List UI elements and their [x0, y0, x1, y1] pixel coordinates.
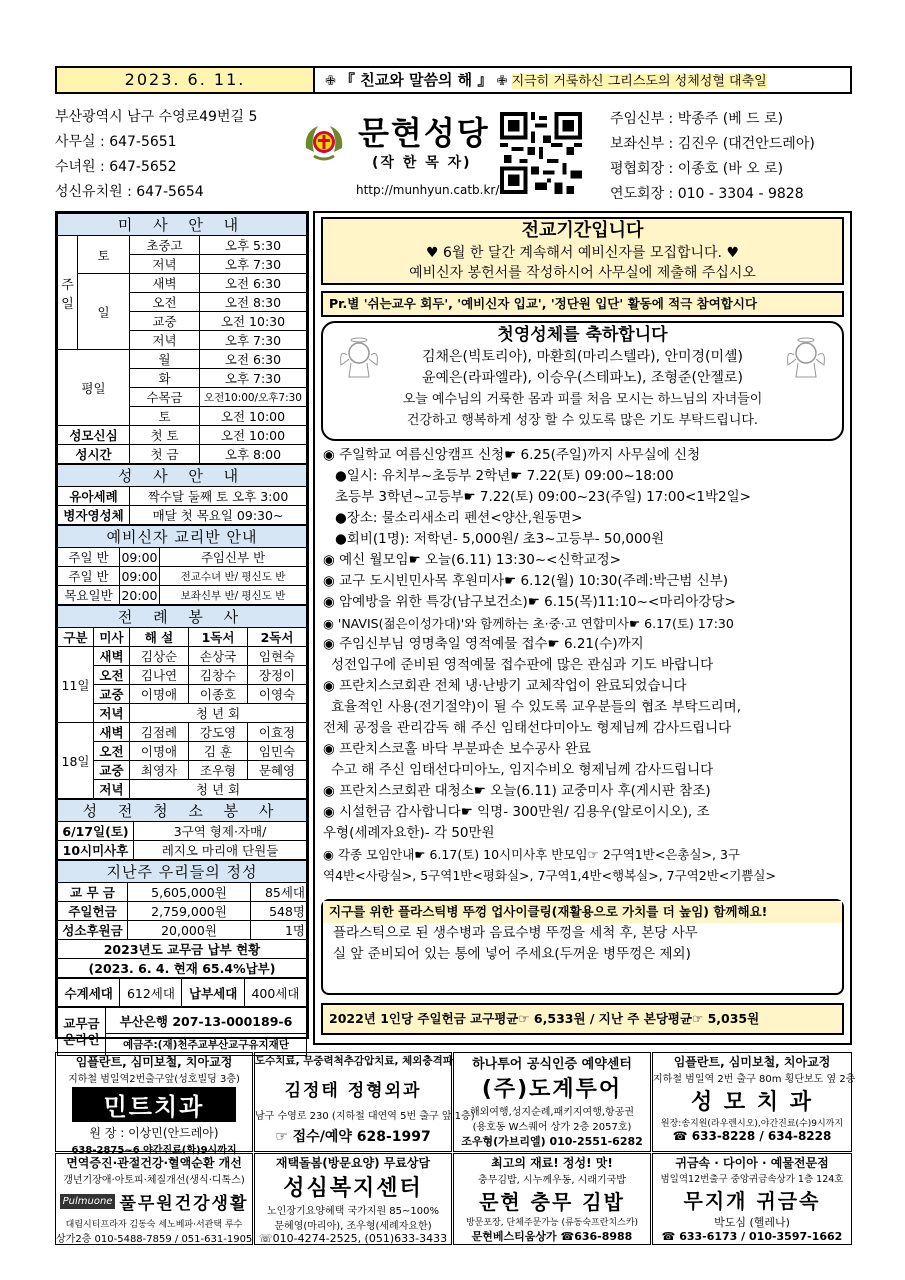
mass-schedule-title: 미 사 안 내	[58, 214, 307, 236]
ad-line: 남구 수영로 230 (지하철 대연역 5번 출구 앞 1층)	[255, 1111, 475, 1122]
sacrament-title: 성 사 안 내	[58, 465, 307, 487]
ad-line: 원 장 : 이상민(안드레아)	[89, 1126, 219, 1140]
ad-name: 무지개 귀금속	[683, 1189, 821, 1213]
devotion-label: 성모신심	[58, 426, 130, 445]
mass-time: 오전 8:30	[200, 293, 307, 312]
plastic-recycling-box	[321, 899, 844, 995]
paid-value: 400세대	[244, 979, 306, 1007]
server-name: 이종호	[189, 685, 248, 704]
sunday-label: 주일	[58, 236, 78, 350]
right-column	[313, 211, 852, 1045]
notice-item: ◉ 주임신부님 영명축일 영적예물 접수☛ 6.21(수)까지	[323, 636, 644, 652]
ad-line: 임플란트, 심미보철, 치아교정	[75, 1055, 233, 1069]
ad-rainbow-jewelry[interactable]	[652, 1153, 852, 1245]
cleaning-who: 3구역 형제·자매/	[134, 822, 307, 841]
devotion-day: 첫 토	[130, 426, 200, 445]
server-name: 최영자	[130, 761, 189, 780]
server-name: 김점례	[130, 723, 189, 742]
account-holder: 예금주:(재)천주교부산교구유지재단	[106, 1034, 307, 1056]
holy-hour-time: 오후 8:00	[200, 445, 307, 464]
server-mass: 오전	[94, 666, 130, 685]
first-communion-title: 첫영성체를 축하합니다	[497, 325, 668, 345]
ad-chungmu-gimbap[interactable]	[453, 1153, 651, 1245]
cross-icon: ✙	[496, 74, 508, 89]
offering-table	[57, 860, 307, 978]
notice-detail: ●일시: 유치부~초등부 2학년☛ 7.22(토) 09:00~18:00	[335, 468, 674, 484]
ad-line: ☎ 633-8228 / 634-8228	[672, 1129, 832, 1143]
class-time: 20:00	[121, 587, 158, 603]
ad-line: 최고의 재료! 정성! 맛!	[491, 1156, 613, 1170]
weekday-label: 평일	[58, 350, 130, 426]
plastic-text: 플라스틱으로 된 생수병과 음료수병 뚜껑을 세척 후, 본당 사무	[333, 925, 698, 941]
offering-amount: 5,605,000원	[128, 883, 251, 902]
parish-name: 문현성당	[358, 114, 490, 152]
ad-line: 방문포장, 단체주문가능 (류동숙프란치스카)	[465, 1218, 639, 1228]
ad-line: (용호동 W스퀘어 상가 2층 2057호)	[472, 1122, 632, 1133]
notice-item: ◉ 각종 모임안내☛ 6.17(토) 10시미사후 반모임☞ 2구역1반<은총실>, 3구	[323, 847, 740, 862]
col-header: 해 설	[130, 628, 189, 647]
ad-line: 하나투어 공식인증 예약센터	[472, 1057, 632, 1072]
class-time: 09:00	[121, 568, 158, 584]
ad-line: 상가2층 010-5488-7859 / 051-631-1905	[56, 1234, 253, 1245]
ad-line: 지하철 범일역 2번 출구 80m 횡단보도 옆 2층	[653, 1074, 856, 1085]
class-teacher: 주임신부 반	[160, 548, 307, 567]
ad-line: 재택돌봄(방문요양) 무료상담	[275, 1156, 431, 1170]
ad-line: 범일역12번출구 중앙귀금속상가 1층 124호	[660, 1174, 844, 1185]
offering-count: 548명	[251, 902, 307, 921]
ad-line: 갱년기장애·아토피·체질개선(생식·디톡스)	[63, 1175, 245, 1186]
mass-time: 오전 6:30	[200, 274, 307, 293]
notice-item: ◉ 주일학교 여름신앙캠프 신청☛ 6.25(주일)까지 사무실에 신청	[323, 447, 701, 463]
pulmuone-logo-icon: Pulmuone	[60, 1194, 116, 1209]
cleaning-table	[57, 799, 307, 860]
mass-schedule-table	[57, 213, 307, 464]
server-name: 임민숙	[248, 742, 307, 761]
sick-communion-label: 병자영성체	[58, 506, 130, 525]
mission-title: 전교기간입니다	[521, 220, 644, 241]
notice-detail: 역4반<사랑실>, 5구역1반<평화실>, 7구역1,4반<행복실>, 7구역2반<기쁨실>	[323, 868, 776, 883]
mass-time: 오후 7:30	[200, 369, 307, 388]
angel-icon	[784, 335, 828, 382]
mass-slot: 새벽	[130, 274, 200, 293]
kindergarten-phone: 성신유치원 : 647-5654	[55, 184, 204, 200]
sunday-day-label: 일	[78, 274, 130, 350]
server-name: 조우형	[189, 761, 248, 780]
ad-line: 노인장기요양혜택 국가지원 85~100%	[267, 1206, 439, 1217]
online-label-1: 교무금	[63, 1015, 100, 1031]
server-date: 18일	[58, 723, 94, 799]
notice-item: ◉ 프란치스코회관 대청소☛ 오늘(6.11) 교중미사 후(게시판 참조)	[323, 783, 711, 799]
notice-detail: 효율적인 사용(전기절약)이 될 수 있도록 교우분들의 협조 부탁드리며,	[331, 699, 742, 715]
bank-account: 부산은행 207-13-000189-6	[106, 1008, 307, 1034]
class-label: 주일 반	[58, 548, 120, 567]
theme-text: 『 친교와 말씀의 해 』	[340, 71, 493, 89]
cleaning-time: 10시미사후	[58, 841, 134, 860]
offering-count: 1명	[251, 921, 307, 940]
online-label	[58, 1008, 106, 1056]
ad-pulmuone-title	[56, 1189, 252, 1214]
server-mass: 교중	[94, 685, 130, 704]
offering-amount: 20,000원	[128, 921, 251, 940]
online-label-2: 온라인	[63, 1031, 100, 1047]
mission-line: 예비신자 봉헌서를 작성하시어 사무실에 제출해 주십시오	[409, 265, 756, 281]
pastor: 주임신부 : 박종주 (베 드 로)	[610, 111, 784, 127]
qr-code-icon[interactable]	[500, 112, 582, 194]
first-communion-box	[321, 321, 844, 441]
server-name: 이명애	[130, 742, 189, 761]
pr-notice: Pr.별 '쉬는교우 회두', '예비신자 입교', '정단원 입단' 활동에 적극 참여합시다	[321, 291, 844, 317]
server-mass: 저녁	[94, 780, 130, 799]
convent-phone: 수녀원 : 647-5652	[55, 159, 177, 175]
year-theme	[317, 68, 850, 92]
ad-name: 민트치과	[72, 1087, 236, 1122]
dues-status-title: 2023년도 교무금 납부 현황	[58, 940, 307, 959]
class-teacher: 전교수녀 반/ 평신도 반	[160, 567, 307, 586]
households-table	[57, 978, 307, 1007]
server-name: 강도영	[189, 723, 248, 742]
notice-item: ◉ 프란치스코홀 바닥 부분파손 보수공사 완료	[323, 741, 591, 757]
mass-time: 오전 6:30	[200, 350, 307, 369]
ad-line: 대림시티프라자 김동숙 세노베파·서관택 루수	[65, 1220, 243, 1230]
address: 부산광역시 남구 수영로49번길 5	[55, 109, 258, 125]
server-mass: 오전	[94, 742, 130, 761]
col-header: 1독서	[189, 628, 248, 647]
mass-slot: 저녁	[130, 331, 200, 350]
mass-slot: 화	[130, 369, 200, 388]
offering-count: 85세대	[251, 883, 307, 902]
ad-line: ☞ 접수/예약 628-1997	[275, 1129, 431, 1145]
council-president: 평협회장 : 이종호 (바 오 로)	[610, 161, 784, 177]
ad-line: 문혜영(마리아), 조우형(세례자요한)	[274, 1221, 432, 1232]
mass-time: 오전 10:00	[200, 407, 307, 426]
first-communion-names: 윤예은(라파엘라), 이승우(스테파노), 조형준(안젤로)	[421, 370, 744, 386]
mass-slot: 저녁	[130, 255, 200, 274]
mass-time: 오후 7:30	[200, 255, 307, 274]
plastic-text: 실 앞 준비되어 있는 통에 넣어 주세요(두꺼운 병뚜껑은 제외)	[333, 946, 691, 962]
ad-line: 귀금속 · 다이아 · 예물전문점	[675, 1156, 829, 1170]
notice-detail: 성전입구에 준비된 영적예물 접수판에 많은 관심과 기도 바랍니다	[331, 657, 714, 673]
server-mass: 저녁	[94, 704, 130, 723]
ad-line: 638-2875~6 야간진료(화)9시까지	[71, 1145, 237, 1156]
notice-detail: ●회비(1명): 저학년- 5,000원/ 초3~고등부- 50,000원	[335, 531, 665, 547]
mass-slot: 수목금	[130, 388, 200, 407]
ad-line: 지하철 범일역2번출구앞(성호빌딩 3층)	[68, 1074, 240, 1085]
mass-time: 오후 7:30	[200, 331, 307, 350]
online-table	[57, 1007, 307, 1056]
infant-baptism-label: 유아세례	[58, 487, 130, 506]
sick-communion-time: 매달 첫 목요일 09:30~	[130, 506, 307, 525]
server-mass: 교중	[94, 761, 130, 780]
mass-slot: 토	[130, 407, 200, 426]
first-communion-names: 김채은(빅토리아), 마환희(마리스텔라), 안미경(미셸)	[421, 349, 744, 365]
mission-box	[321, 217, 844, 285]
notice-item: ◉ 'NAVIS(젊은이성가대)'와 함께하는 초·중·고 연합미사☛ 6.17(토) 17:30	[323, 616, 734, 631]
server-group: 청 년 회	[130, 704, 307, 723]
ad-line: 면역증진·관절건강·혈액순환 개선	[66, 1156, 242, 1170]
server-name: 이명애	[130, 685, 189, 704]
server-name: 김상순	[130, 647, 189, 666]
ad-line: 조우형(가브리엘) 010-2551-6282	[461, 1135, 643, 1148]
paid-label: 납부세대	[182, 979, 244, 1007]
devotion-time: 오전 10:00	[200, 426, 307, 445]
server-name: 김나연	[130, 666, 189, 685]
ad-seongsim-welfare[interactable]	[254, 1153, 452, 1245]
mass-slot: 오전	[130, 293, 200, 312]
ad-line: 문현베스티움상가 ☎636-8988	[471, 1230, 633, 1243]
ad-name: 성심복지센터	[283, 1176, 423, 1201]
server-date: 11일	[58, 647, 94, 723]
cleaning-date: 6/17일(토)	[58, 822, 134, 841]
catechumen-table	[57, 525, 307, 605]
ad-name: 김정태 정형외과	[284, 1081, 422, 1101]
notice-detail: 수고 해 주신 임태선다미아노, 임지수비오 형제님께 감사드립니다	[331, 762, 714, 778]
cleaning-title: 성 전 청 소 봉 사	[58, 800, 307, 822]
server-name: 손상국	[189, 647, 248, 666]
ad-seongmo-dental[interactable]	[652, 1052, 856, 1152]
households-label: 수계세대	[58, 979, 120, 1007]
offering-average: 2022년 1인당 주일헌금 교구평균☞ 6,533원 / 지난 주 본당평균☞ 5,035원	[321, 1003, 844, 1035]
server-mass: 새벽	[94, 647, 130, 666]
offering-title: 지난주 우리들의 정성	[58, 861, 307, 883]
households-value: 612세대	[120, 979, 182, 1007]
first-communion-text: 오늘 예수님의 거룩한 몸과 피를 처음 모시는 하느님의 자녀들이	[402, 392, 763, 407]
col-header: 2독서	[248, 628, 307, 647]
ad-line: ☎ 633-6173 / 010-3597-1662	[661, 1230, 843, 1243]
ad-dogye-tour[interactable]	[453, 1052, 651, 1152]
class-label: 목요일반	[58, 586, 120, 605]
plastic-title: 지구를 위한 플라스틱병 뚜껑 업사이클링(재활용으로 가치를 더 높임) 함께해요!	[323, 901, 842, 923]
server-name: 이영숙	[248, 685, 307, 704]
col-header: 구분	[58, 628, 94, 647]
col-header: 미사	[94, 628, 130, 647]
dues-status-sub: (2023. 6. 4. 현재 65.4%납부)	[58, 959, 307, 978]
server-name: 김 훈	[189, 742, 248, 761]
notice-detail: 우형(세례자요한)- 각 50만원	[323, 825, 495, 841]
ad-mint-dental[interactable]	[55, 1052, 253, 1156]
header-band	[55, 66, 852, 94]
ad-line: 원장:송지원(라우렌시오),야간진료(수)9시까지	[660, 1119, 844, 1129]
catechumen-title: 예비신자 교리반 안내	[58, 526, 307, 548]
ad-name: (주)도계투어	[481, 1077, 623, 1102]
offering-label: 주일헌금	[58, 902, 128, 921]
ad-line: ☏010-4274-2525, (051)633-3433	[258, 1232, 448, 1245]
notice-list	[315, 445, 850, 886]
infant-baptism-time: 짝수달 둘째 토 오후 3:00	[130, 487, 307, 506]
server-group: 청 년 회	[130, 780, 307, 799]
server-mass: 새벽	[94, 723, 130, 742]
notice-detail: 초등부 3학년~고등부☛ 7.22(토) 09:00~23(주일) 17:00<1박2일>	[335, 489, 751, 505]
mass-time: 오전10:00/오후7:30	[200, 388, 307, 407]
ad-line: 해외여행,성지순례,패키지여행,항공권	[469, 1107, 635, 1118]
sacrament-table	[57, 464, 307, 525]
class-teacher: 보좌신부 반/ 평신도 반	[160, 586, 307, 605]
parish-url[interactable]: http://munhyun.catb.kr/	[356, 183, 500, 197]
server-name: 임현숙	[248, 647, 307, 666]
mass-slot: 초중고	[130, 236, 200, 255]
notice-item: ◉ 암예방을 위한 특강(남구보건소)☛ 6.15(목)11:10~<마리아강당>	[323, 594, 736, 610]
youth-president: 연도회장 : 010 - 3304 - 9828	[610, 186, 804, 202]
server-name: 김창수	[189, 666, 248, 685]
cleaning-who: 레지오 마리애 단원들	[134, 841, 307, 860]
mass-slot: 월	[130, 350, 200, 369]
mass-time: 오후 5:30	[200, 236, 307, 255]
ad-name: 성 모 치 과	[691, 1090, 813, 1115]
ad-line: 박도심 (헬레나)	[714, 1216, 790, 1229]
ad-name: 문현 충무 김밥	[479, 1190, 625, 1214]
angel-icon	[337, 335, 381, 382]
cross-icon: ✙	[325, 74, 336, 89]
ad-kim-orthopedics[interactable]	[254, 1052, 475, 1152]
notice-detail: 전체 공정을 관리감독 해 주신 임태선다미아노 형제님께 감사드립니다	[323, 720, 732, 736]
ad-pulmuone[interactable]	[55, 1153, 253, 1245]
left-column	[55, 211, 309, 1052]
mission-line: ♥ 6월 한 달간 계속해서 예비신자를 모집합니다. ♥	[425, 245, 740, 261]
class-label: 주일 반	[58, 567, 120, 586]
mass-slot: 교중	[130, 312, 200, 331]
office-phone: 사무실 : 647-5651	[55, 134, 177, 150]
assistant-pastor: 보좌신부 : 김진우 (대건안드레아)	[610, 136, 815, 152]
server-name: 문혜영	[248, 761, 307, 780]
first-communion-text: 건강하고 행복하게 성장 할 수 있도록 많은 기도 부탁드립니다.	[406, 413, 759, 428]
ad-line: 충무김밥, 시누께우동, 시래기국밥	[478, 1175, 626, 1186]
saturday-label: 토	[78, 236, 130, 274]
mass-time: 오전 10:30	[200, 312, 307, 331]
notice-item: ◉ 예신 월모임☛ 오늘(6.11) 13:30~<신학교정>	[323, 552, 621, 568]
notice-item: ◉ 프란치스코회관 전체 냉·난방기 교체작업이 완료되었습니다	[323, 678, 687, 694]
notice-item: ◉ 시설헌금 감사합니다☛ 익명- 300만원/ 김용우(알로이시오), 조	[323, 804, 710, 820]
offering-label: 교 무 금	[58, 883, 128, 902]
notice-item: ◉ 교구 도시빈민사목 후원미사☛ 6.12(월) 10:30(주례:박근범 신부)	[323, 573, 729, 589]
ad-line: 도수치료, 무중력척추감압치료, 체외충격파	[255, 1055, 453, 1067]
server-name: 장정이	[248, 666, 307, 685]
class-time: 09:00	[121, 549, 158, 565]
holy-hour-day: 첫 금	[130, 445, 200, 464]
holy-hour-label: 성시간	[58, 445, 130, 464]
notice-detail: ●장소: 물소리새소리 펜션<양산,원동면>	[335, 510, 583, 526]
ad-name: 풀무원건강생활	[119, 1194, 249, 1214]
server-name: 이효정	[248, 723, 307, 742]
issue-date: 2023. 6. 11.	[57, 68, 315, 92]
servers-table	[57, 605, 307, 799]
ad-line: 임플란트, 심미보철, 치아교정	[673, 1055, 831, 1069]
offering-amount: 2,759,000원	[128, 902, 251, 921]
parish-patron: (작 한 목 자)	[372, 155, 472, 171]
offering-label: 성소후원금	[58, 921, 128, 940]
parish-logo-icon	[300, 118, 348, 166]
servers-title: 전 례 봉 사	[58, 606, 307, 628]
liturgical-day: 지극히 거룩하신 그리스도의 성체성혈 대축일	[511, 74, 767, 89]
